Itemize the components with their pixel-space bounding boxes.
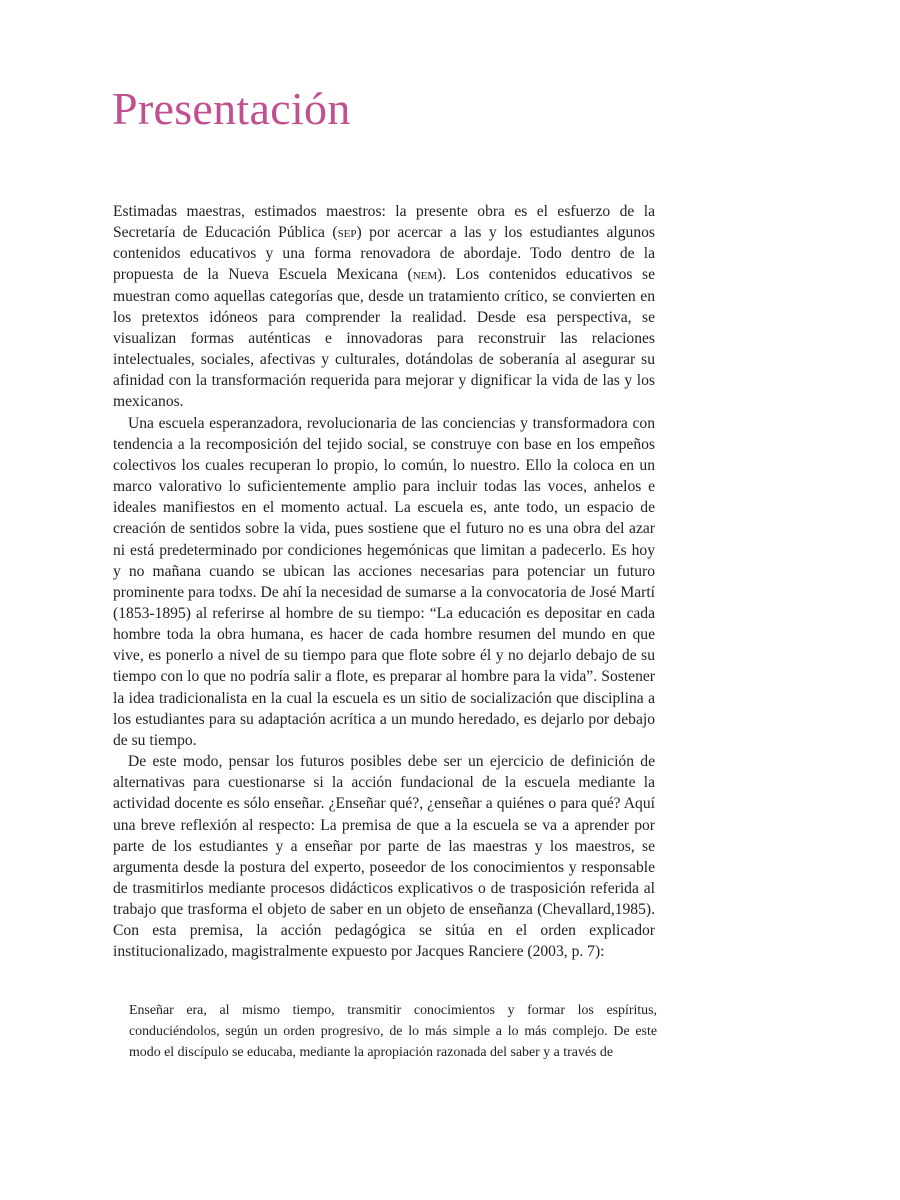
paragraph-escuela: Una escuela esperanzadora, revolucionaria de las conciencias y transformadora con tendencia a la recomposición del tejido social, se construye con base en los empeños colectivos los cuales recuperan lo propio, lo común, lo nuestro. Ello la coloca en un marco valorativo lo suficientemente amplio para incluir todas las voces, anhelos e ideales manifiestos en el momento actual. La escuela es, ante todo, un espacio de creación de sentidos sobre la vida, pues sostiene que el futuro no es una obra del azar ni está predeterminado por condiciones hegemónicas que limitan a padecerlo. Es hoy y no mañana cuando se ubican las acciones necesarias para potenciar un futuro prominente para todxs. De ahí la necesidad de sumarse a la convocatoria de José Martí (1853-1895) al referirse al hombre de su tiempo: “La educación es depositar en cada hombre toda la obra humana, es hacer de cada hombre resumen del mundo en que vive, es ponerlo a nivel de su tiempo para que flote sobre él y no dejarlo debajo de su tiempo con lo que no podría salir a flote, es preparar al hombre para la vida”. Sostener la idea tradicionalista en la cual la escuela es un sitio de socialización que disciplina a los estudiantes para su adaptación acrítica a un mundo heredado, es dejarlo por debajo de su tiempo. <box>113 414 655 749</box>
paragraph-futuros: De este modo, pensar los futuros posibles debe ser un ejercicio de definición de alternativas para cuestionarse si la acción fundacional de la escuela mediante la actividad docente es sólo enseñar. ¿Enseñar qué?, ¿enseñar a quiénes o para qué? Aquí una breve reflexión al respecto: La premisa de que a la escuela se va a aprender por parte de los estudiantes y a enseñar por parte de las maestras y los maestros, se argumenta desde la postura del experto, poseedor de los conocimientos y responsable de trasmitirlos mediante procesos didácticos explicativos o de trasposición referida al trabajo que trasforma el objeto de saber en un objeto de enseñanza (Chevallard,1985). Con esta premisa, la acción pedagógica se sitúa en el orden explicador institucionalizado, magistralmente expuesto por Jacques Ranciere (2003, p. 7): <box>113 753 655 961</box>
block-quote: Enseñar era, al mismo tiempo, transmitir conocimientos y formar los espíritus, conduciéndolos, según un orden progresivo, de lo más simple a lo más complejo. De este modo el discípulo se educaba, mediante la apropiación razonada del saber y a través de <box>129 1003 657 1060</box>
acronym: sep <box>337 224 357 242</box>
acronym: nem <box>412 266 438 284</box>
paragraph-intro: Estimadas maestras, estimados maestros: la presente obra es el esfuerzo de la Secretaría de Educación Pública (sep) por acercar a las y los estudiantes algunos contenidos educativos y una forma renovadora de abordaje. Todo dentro de la propuesta de la Nueva Escuela Mexicana (nem). Los contenidos educativos se muestran como aquellas categorías que, desde un tratamiento crítico, se convierten en los pretextos idóneos para comprender la realidad. Desde esa perspectiva, se visualizan formas auténticas e innovadoras para reconstruir las relaciones intelectuales, sociales, afectivas y culturales, dotándolas de soberanía al asegurar su afinidad con la transformación requerida para mejorar y dignificar la vida de las y los mexicanos. <box>113 203 656 411</box>
body-text <box>113 201 655 963</box>
page-title: Presentación <box>112 83 351 134</box>
